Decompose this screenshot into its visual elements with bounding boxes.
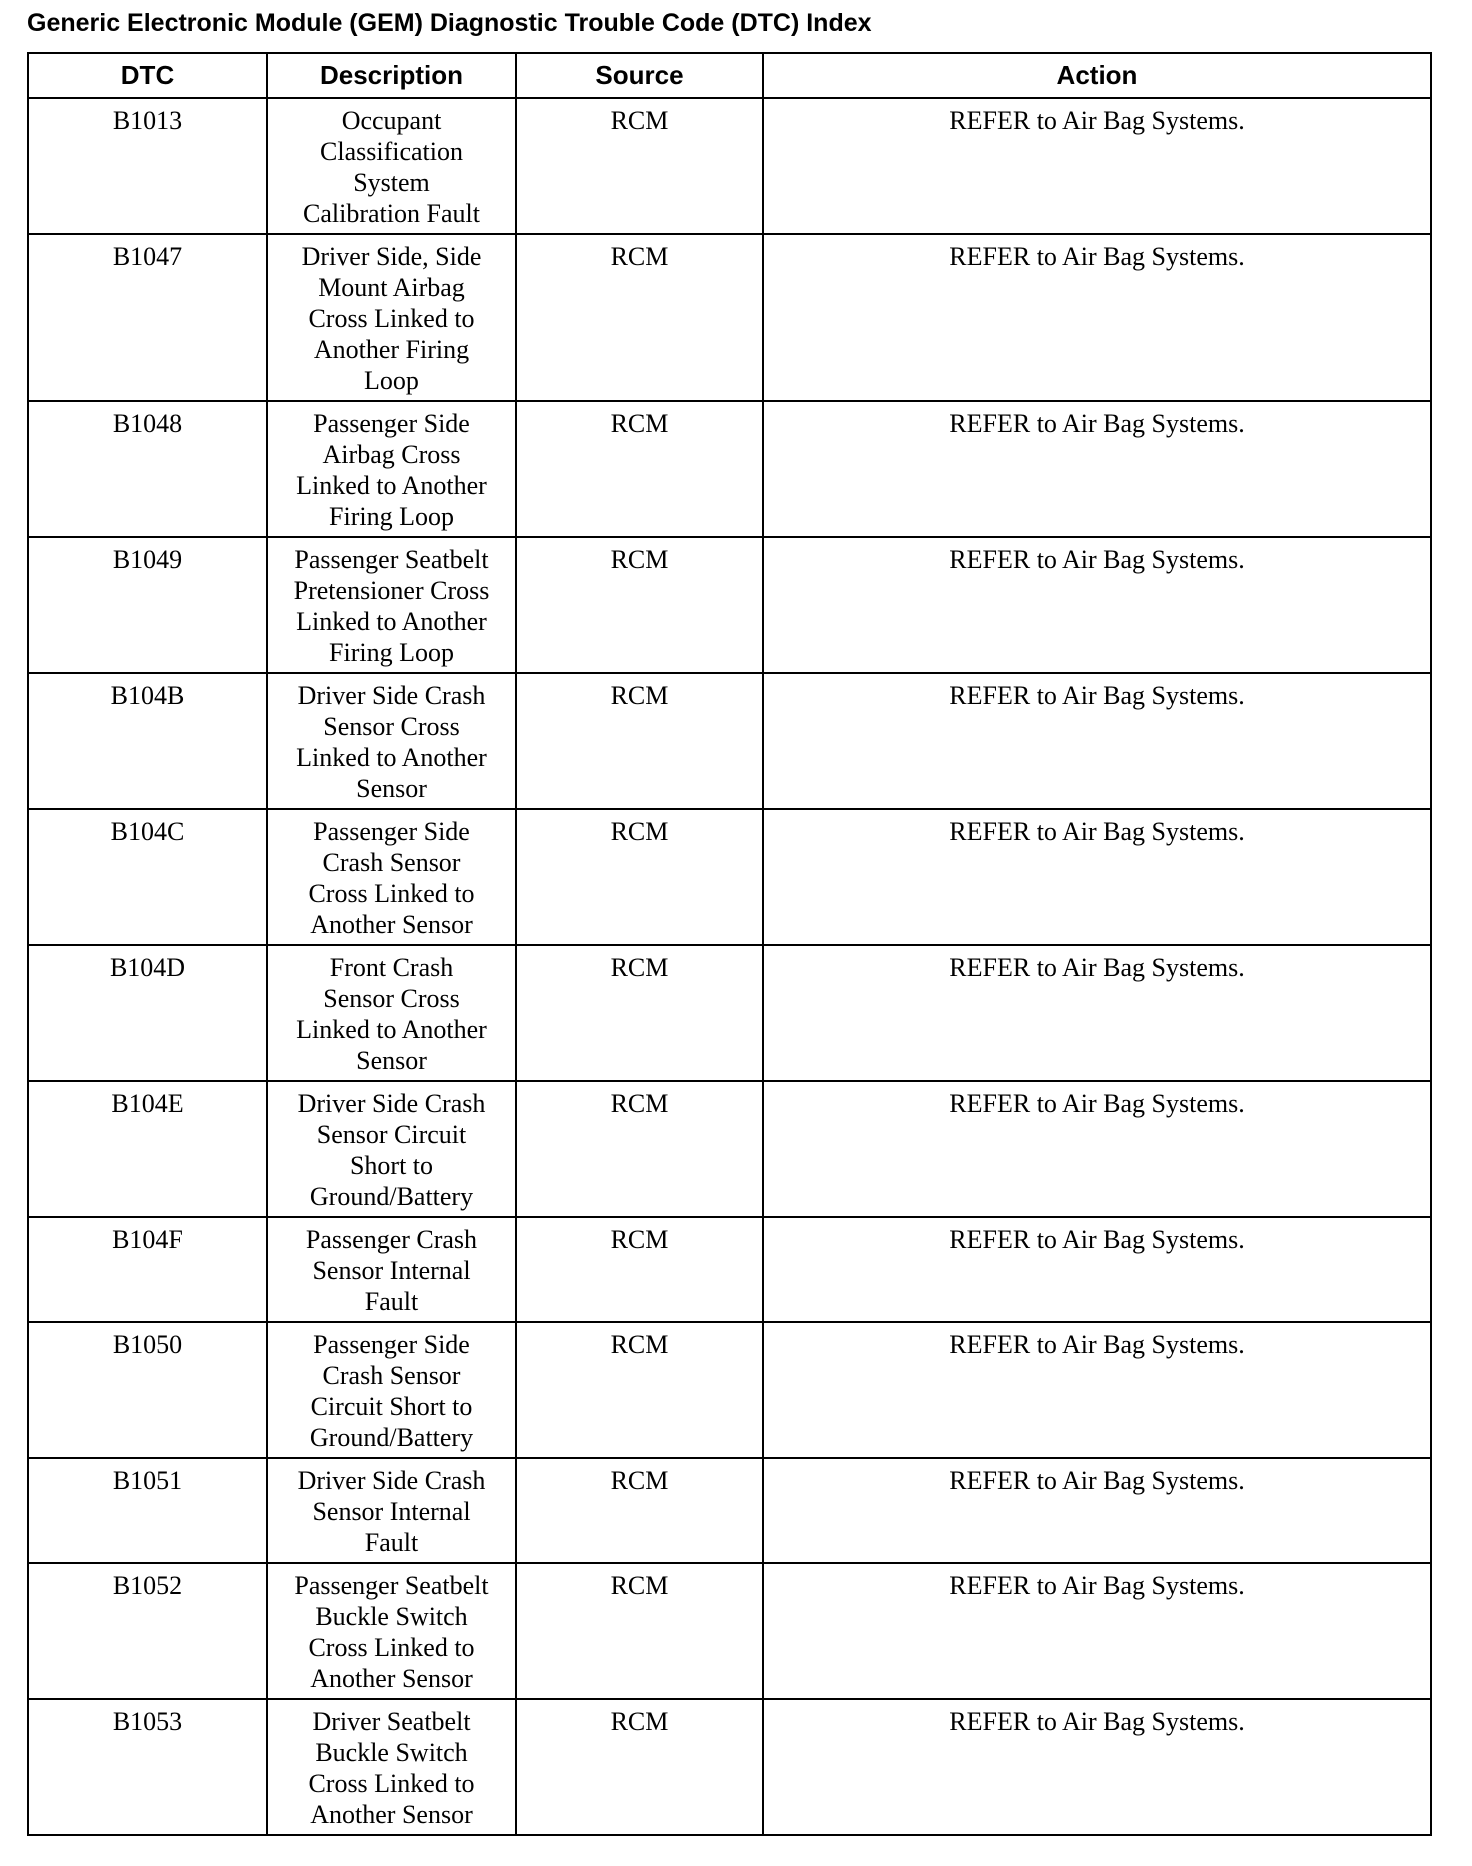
action-cell: REFER to Air Bag Systems. [763,1322,1431,1458]
description-cell [267,809,516,945]
dtc-code-cell: B104F [28,1217,267,1322]
source-cell: RCM [516,1699,763,1835]
description-line: Loop [364,366,419,395]
description-line: Passenger Side [313,1330,470,1359]
action-cell: REFER to Air Bag Systems. [763,1081,1431,1217]
description-cell [267,1081,516,1217]
column-header-source: Source [516,53,763,98]
description-cell [267,1217,516,1322]
table-row [28,945,1431,1081]
action-cell: REFER to Air Bag Systems. [763,234,1431,401]
description-line: Linked to Another [296,607,487,636]
table-row [28,1081,1431,1217]
source-cell: RCM [516,401,763,537]
description-line: Sensor Internal [312,1256,471,1285]
table-row [28,537,1431,673]
action-cell: REFER to Air Bag Systems. [763,401,1431,537]
action-cell: REFER to Air Bag Systems. [763,1563,1431,1699]
description-line: Firing Loop [329,502,454,531]
description-cell [267,537,516,673]
source-cell: RCM [516,1217,763,1322]
source-cell: RCM [516,809,763,945]
description-line: Sensor Internal [312,1497,471,1526]
description-line: Driver Side Crash [297,1089,486,1118]
description-line: Sensor [356,774,427,803]
description-line: Short to [349,1151,434,1180]
description-line: Sensor Circuit [316,1120,467,1149]
description-line: Passenger Seatbelt [294,545,489,574]
description-line: Mount Airbag [318,273,465,302]
action-cell: REFER to Air Bag Systems. [763,537,1431,673]
action-cell: REFER to Air Bag Systems. [763,1217,1431,1322]
description-line: Pretensioner Cross [293,576,490,605]
description-line: Cross Linked to [308,304,475,333]
source-cell: RCM [516,1563,763,1699]
description-line: Passenger Side [313,817,470,846]
description-line: Airbag Cross [322,440,461,469]
description-cell [267,1699,516,1835]
description-line: Classification [320,137,463,166]
description-line: Passenger Side [313,409,470,438]
table-row [28,401,1431,537]
description-line: Driver Seatbelt [312,1707,471,1736]
table-row [28,1322,1431,1458]
source-cell: RCM [516,945,763,1081]
description-line: Cross Linked to [308,1633,475,1662]
description-line: Sensor [356,1046,427,1075]
description-cell [267,401,516,537]
source-cell: RCM [516,673,763,809]
description-line: Another Sensor [310,910,473,939]
description-line: Sensor Cross [323,712,460,741]
description-line: Another Sensor [310,1664,473,1693]
action-cell: REFER to Air Bag Systems. [763,1699,1431,1835]
description-cell [267,1563,516,1699]
description-line: Cross Linked to [308,879,475,908]
description-line: Front Crash [329,953,454,982]
dtc-code-cell: B1053 [28,1699,267,1835]
action-cell: REFER to Air Bag Systems. [763,809,1431,945]
description-line: Another Sensor [310,1800,473,1829]
description-line: Fault [364,1287,419,1316]
description-line: Another Firing [313,335,470,364]
dtc-code-cell: B104B [28,673,267,809]
table-row [28,1217,1431,1322]
action-cell: REFER to Air Bag Systems. [763,98,1431,234]
source-cell: RCM [516,537,763,673]
description-cell [267,98,516,234]
description-line: Linked to Another [296,743,487,772]
dtc-code-cell: B1052 [28,1563,267,1699]
description-cell [267,945,516,1081]
description-line: Passenger Seatbelt [294,1571,489,1600]
description-line: Circuit Short to [310,1392,473,1421]
dtc-code-cell: B104E [28,1081,267,1217]
description-line: Firing Loop [329,638,454,667]
table-row [28,1563,1431,1699]
dtc-code-cell: B1049 [28,537,267,673]
description-line: Passenger Crash [305,1225,478,1254]
description-line: Linked to Another [296,471,487,500]
dtc-code-cell: B104C [28,809,267,945]
dtc-code-cell: B1048 [28,401,267,537]
source-cell: RCM [516,1458,763,1563]
page-title: Generic Electronic Module (GEM) Diagnostic Trouble Code (DTC) Index [27,9,872,37]
description-line: Driver Side, Side [301,242,482,271]
description-line: Buckle Switch [315,1602,468,1631]
description-line: Ground/Battery [309,1182,474,1211]
description-line: Driver Side Crash [297,1466,486,1495]
description-line: Crash Sensor [322,848,461,877]
source-cell: RCM [516,98,763,234]
action-cell: REFER to Air Bag Systems. [763,945,1431,1081]
description-cell [267,1322,516,1458]
table-row [28,234,1431,401]
dtc-code-cell: B1051 [28,1458,267,1563]
dtc-code-cell: B1047 [28,234,267,401]
table-row [28,1458,1431,1563]
dtc-index-table [27,52,1432,1836]
description-line: Driver Side Crash [297,681,486,710]
column-header-dtc: DTC [28,53,267,98]
description-line: Sensor Cross [323,984,460,1013]
source-cell: RCM [516,1081,763,1217]
description-line: Linked to Another [296,1015,487,1044]
description-line: Crash Sensor [322,1361,461,1390]
action-cell: REFER to Air Bag Systems. [763,1458,1431,1563]
table-row [28,98,1431,234]
description-line: Occupant [341,106,442,135]
action-cell: REFER to Air Bag Systems. [763,673,1431,809]
column-header-description: Description [267,53,516,98]
dtc-code-cell: B104D [28,945,267,1081]
column-header-action: Action [763,53,1431,98]
table-header-row [28,53,1431,98]
description-line: Calibration Fault [303,199,480,228]
table-body [28,98,1431,1835]
table-row [28,809,1431,945]
source-cell: RCM [516,234,763,401]
description-line: Fault [364,1528,419,1557]
source-cell: RCM [516,1322,763,1458]
description-cell [267,234,516,401]
dtc-code-cell: B1013 [28,98,267,234]
description-cell [267,1458,516,1563]
description-line: Buckle Switch [315,1738,468,1767]
table-row [28,1699,1431,1835]
description-line: System [353,168,430,197]
dtc-code-cell: B1050 [28,1322,267,1458]
description-cell [267,673,516,809]
table-row [28,673,1431,809]
description-line: Cross Linked to [308,1769,475,1798]
description-line: Ground/Battery [309,1423,474,1452]
